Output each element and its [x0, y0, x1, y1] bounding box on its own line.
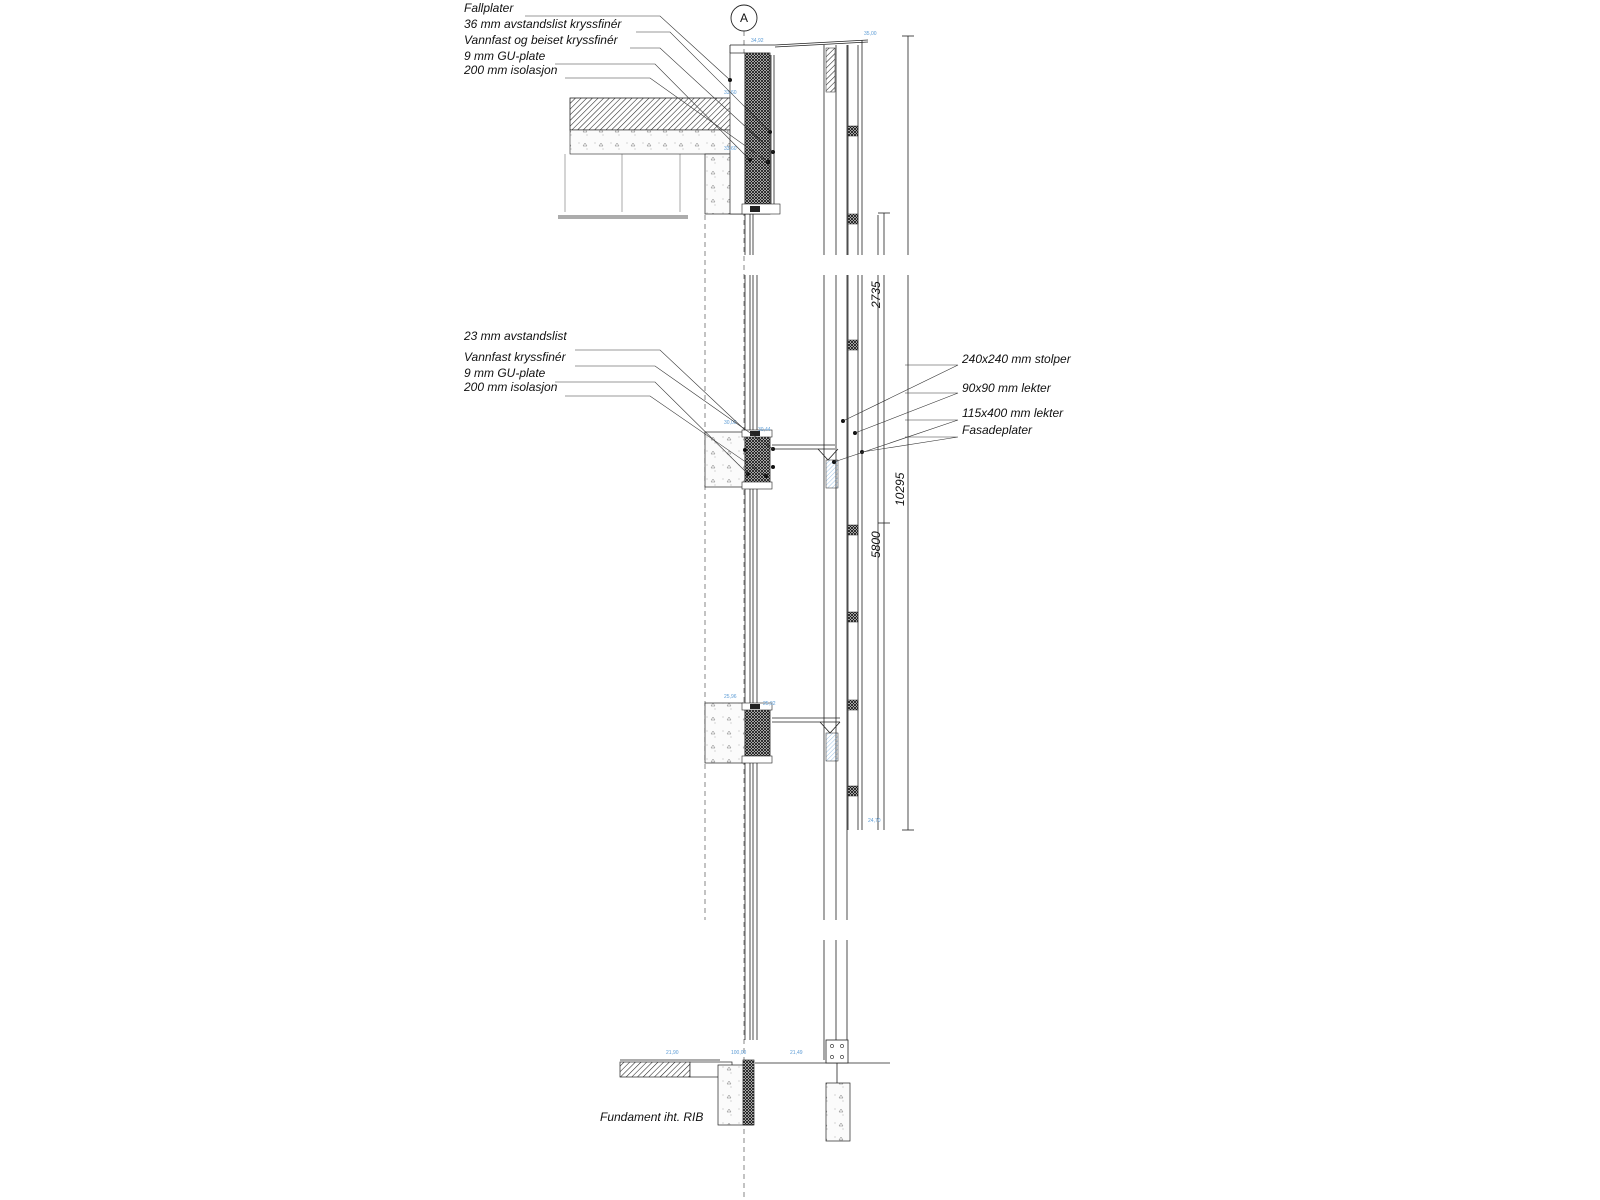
roof-label-2: 36 mm avstandslist kryssfinér	[464, 17, 622, 31]
elev-roof-slab: 33,60	[724, 90, 737, 96]
floor-slab-upper	[705, 419, 864, 489]
elev-ground-left: 21,90	[666, 1050, 679, 1056]
elev-ground-right: 21,49	[790, 1050, 803, 1056]
elev-roof-top: 34,92	[751, 38, 764, 44]
dimension-total: 10295	[893, 472, 907, 506]
facade-label-2: 90x90 mm lekter	[962, 381, 1051, 395]
elev-roof-under: 33,60	[724, 146, 737, 152]
elev-floor1-left: 25,96	[724, 694, 737, 700]
elev-post-bottom: 24,70	[868, 818, 881, 824]
foundation-label: Fundament iht. RIB	[600, 1110, 704, 1124]
wall-label-4: 200 mm isolasjon	[464, 380, 558, 394]
wall-label-2: Vannfast kryssfinér	[464, 350, 566, 364]
elev-floor2-left: 30,00	[724, 420, 737, 426]
elev-floor1-right: 25,92	[763, 701, 776, 707]
wall-label-1: 23 mm avstandslist	[464, 329, 567, 343]
roof-detail	[558, 40, 868, 218]
roof-label-3: Vannfast og beiset kryssfinér	[464, 33, 618, 47]
elevation-marks	[666, 31, 881, 1056]
dimension-lower: 5800	[869, 531, 883, 558]
facade-label-3: 115x400 mm lekter	[962, 406, 1064, 420]
wall-label-3: 9 mm GU-plate	[464, 366, 546, 380]
roof-label-1: Fallplater	[464, 1, 514, 15]
elev-floor2-right: 30,44	[758, 427, 771, 433]
foundation-detail	[620, 1040, 890, 1141]
roof-label-4: 9 mm GU-plate	[464, 49, 546, 63]
facade-label-1: 240x240 mm stolper	[962, 352, 1071, 366]
dimension-lines	[878, 36, 914, 830]
floor-slab-lower	[705, 703, 840, 763]
dimension-upper: 2735	[869, 281, 883, 308]
facade-label-4: Fasadeplater	[962, 423, 1033, 437]
elev-ground-floor: 100,00	[731, 1050, 747, 1056]
roof-label-5: 200 mm isolasjon	[464, 63, 558, 77]
elev-roof-edge: 35,00	[864, 31, 877, 37]
grid-marker-label: A	[739, 11, 749, 25]
wall-lines	[745, 214, 757, 1040]
